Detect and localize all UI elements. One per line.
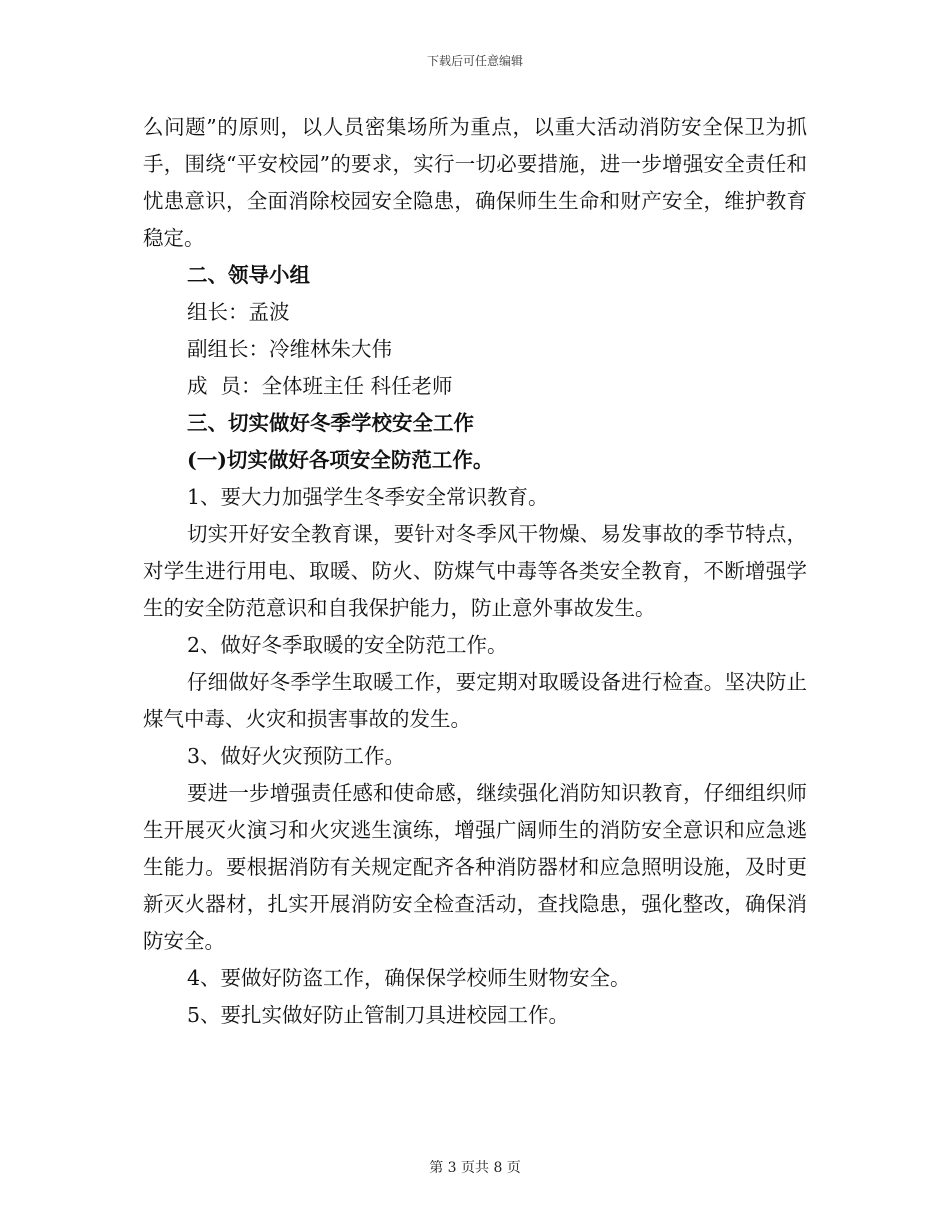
members-line: 成 员：全体班主任 科任老师 xyxy=(187,374,453,398)
page-header: 下载后可任意编辑 xyxy=(426,54,523,68)
deputy-leader-line: 副组长：冷维林朱大伟 xyxy=(187,337,392,361)
leader-line: 组长：孟波 xyxy=(187,300,290,324)
item-heading-1: 1、要大力加强学生冬季安全常识教育。 xyxy=(187,485,549,509)
item-body-1: 切实开好安全教育课，要针对冬季风干物燥、易发事故的季节特点，对学生进行用电、取暖、防火、防煤气中毒等各类安全教育，不断增强学生的安全防范意识和自我保护能力，防止意外事故发生。 xyxy=(143,522,807,620)
paragraph-principle: 么问题”的原则，以人员密集场所为重点，以重大活动消防安全保卫为抓手，围绕“平安校园”的要求，实行一切必要措施，进一步增强安全责任和忧患意识，全面消除校园安全隐患，确保师生生命和财产安全，维护教育稳定。 xyxy=(143,115,807,250)
item-heading-4: 4、要做好防盗工作，确保保学校师生财物安全。 xyxy=(187,966,631,990)
item-body-2: 仔细做好冬季学生取暖工作，要定期对取暖设备进行检查。坚决防止煤气中毒、火灾和损害事故的发生。 xyxy=(143,670,807,731)
section-heading-leadership: 二、领导小组 xyxy=(187,263,310,287)
item-heading-2: 2、做好冬季取暖的安全防范工作。 xyxy=(187,633,508,657)
item-heading-3: 3、做好火灾预防工作。 xyxy=(187,744,406,768)
item-body-3: 要进一步增强责任感和使命感，继续强化消防知识教育，仔细组织师生开展灭火演习和火灾逃生演练，增强广阔师生的消防安全意识和应急逃生能力。要根据消防有关规定配齐各种消防器材和应急照明设施，及时更新灭火器材，扎实开展消防安全检查活动，查找隐患，强化整改，确保消防安全。 xyxy=(143,781,807,953)
item-heading-5: 5、要扎实做好防止管制刀具进校园工作。 xyxy=(187,1003,570,1027)
page-footer: 第 3 页共 8 页 xyxy=(429,1160,521,1176)
document-body xyxy=(143,109,807,1034)
subsection-heading-prevention: (一)切实做好各项安全防范工作。 xyxy=(187,448,494,472)
section-heading-winter-safety: 三、切实做好冬季学校安全工作 xyxy=(187,411,474,435)
